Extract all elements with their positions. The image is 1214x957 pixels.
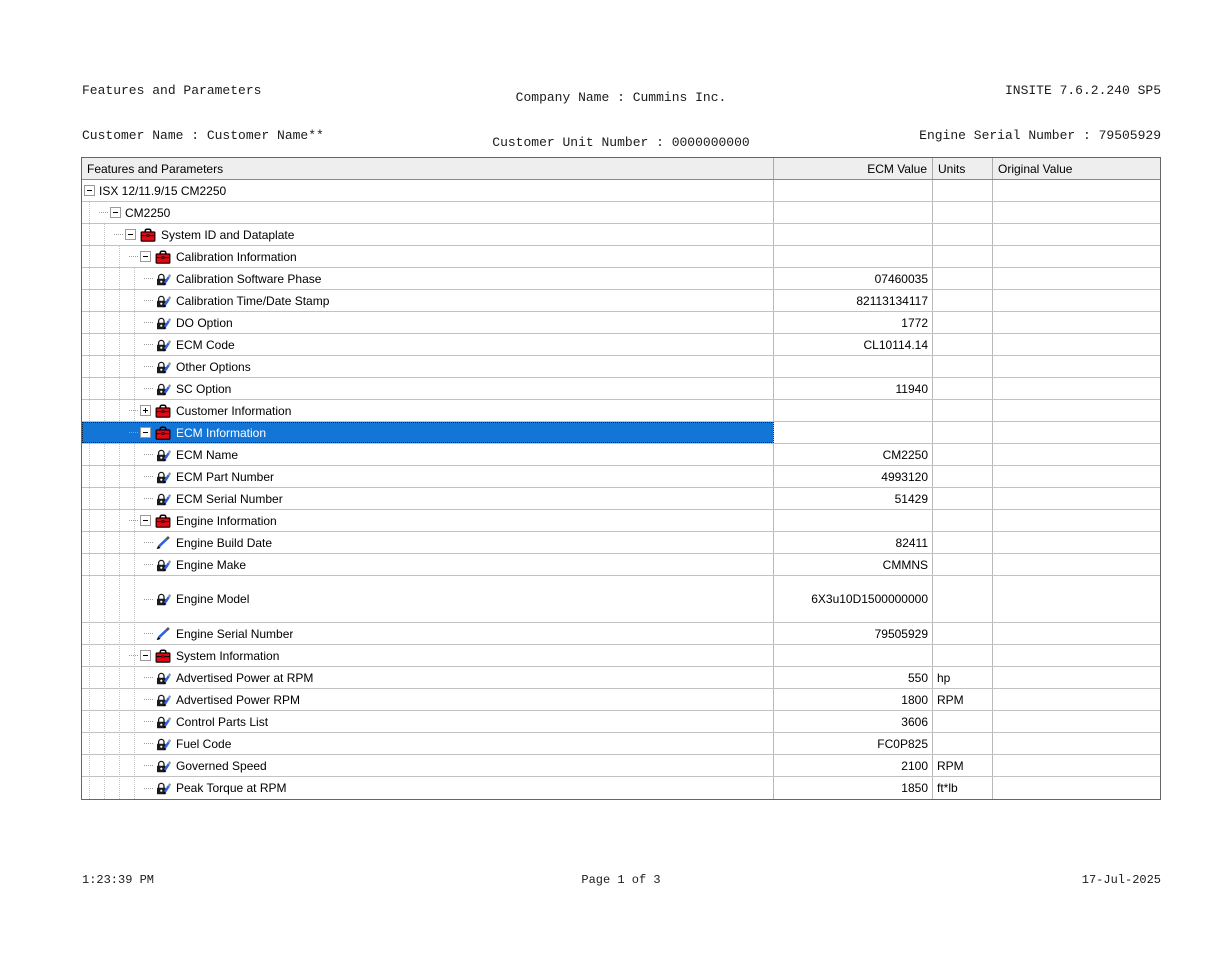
tree-connector-line — [129, 256, 138, 257]
insite-version-line: INSITE 7.6.2.240 SP5 — [1004, 83, 1161, 99]
units-cell: hp — [933, 667, 993, 688]
tree-cell[interactable] — [82, 711, 774, 732]
original-value-cell — [993, 444, 1160, 465]
pencil-icon — [155, 536, 171, 550]
param-label: Peak Torque at RPM — [176, 781, 287, 795]
tree-indent — [82, 564, 144, 565]
collapse-expander-icon[interactable] — [125, 229, 136, 240]
tree-connector-line — [144, 454, 153, 455]
tree-cell[interactable] — [82, 689, 774, 710]
toolbox-icon — [155, 250, 171, 264]
engine-serial-number-line: Engine Serial Number : 79505929 — [919, 127, 1161, 143]
units-cell — [933, 733, 993, 754]
original-value-cell — [993, 532, 1160, 553]
original-value-cell — [993, 334, 1160, 355]
tree-indent — [82, 278, 144, 279]
tree-group-row[interactable] — [82, 422, 1160, 444]
units-cell — [933, 444, 993, 465]
collapse-expander-icon[interactable] — [140, 650, 151, 661]
lock-pencil-icon — [155, 294, 171, 308]
tree-cell[interactable] — [82, 224, 774, 245]
lock-pencil-icon — [155, 781, 171, 795]
tree-cell[interactable] — [82, 532, 774, 553]
units-cell — [933, 623, 993, 644]
ecm-value-cell: 11940 — [774, 378, 933, 399]
tree-indent — [82, 388, 144, 389]
tree-indent — [82, 542, 144, 543]
tree-cell[interactable] — [82, 202, 774, 223]
ecm-value-cell — [774, 246, 933, 267]
tree-connector-line — [144, 721, 153, 722]
tree-connector-line — [129, 520, 138, 521]
original-value-cell — [993, 422, 1160, 443]
ecm-value-cell: 82113134117 — [774, 290, 933, 311]
original-value-cell — [993, 202, 1160, 223]
customer-unit-number-line: Customer Unit Number : 0000000000 — [492, 134, 750, 150]
original-value-cell — [993, 268, 1160, 289]
param-label: System ID and Dataplate — [161, 227, 295, 242]
original-value-cell — [993, 576, 1160, 622]
units-cell — [933, 711, 993, 732]
lock-pencil-icon — [155, 382, 171, 396]
ecm-value-cell — [774, 400, 933, 421]
tree-cell[interactable] — [82, 733, 774, 754]
tree-row[interactable] — [82, 312, 1160, 334]
tree-indent — [82, 743, 144, 744]
ecm-value-cell — [774, 202, 933, 223]
original-value-cell — [993, 510, 1160, 531]
original-value-cell — [993, 312, 1160, 333]
param-label: ECM Part Number — [176, 469, 275, 484]
tree-row[interactable] — [82, 667, 1160, 689]
print-time: 1:23:39 PM — [82, 873, 155, 887]
ecm-value-cell — [774, 356, 933, 377]
tree-connector-line — [144, 476, 153, 477]
units-cell — [933, 532, 993, 553]
tree-cell[interactable] — [82, 356, 774, 377]
tree-connector-line — [144, 633, 153, 634]
param-label: Calibration Information — [176, 249, 297, 264]
original-value-cell — [993, 224, 1160, 245]
original-value-cell — [993, 466, 1160, 487]
collapse-expander-icon[interactable] — [140, 515, 151, 526]
tree-row[interactable] — [82, 733, 1160, 755]
tree-group-row[interactable] — [82, 510, 1160, 532]
tree-row[interactable] — [82, 378, 1160, 400]
original-value-cell — [993, 689, 1160, 710]
tree-indent — [82, 300, 144, 301]
units-cell — [933, 378, 993, 399]
tree-cell[interactable] — [82, 444, 774, 465]
tree-indent — [82, 677, 144, 678]
tree-group-row[interactable] — [82, 202, 1160, 224]
tree-cell[interactable] — [82, 554, 774, 575]
column-header-units[interactable]: Units — [933, 158, 993, 179]
tree-connector-line — [144, 542, 153, 543]
ecm-value-cell: 07460035 — [774, 268, 933, 289]
tree-indent — [82, 322, 144, 323]
tree-connector-line — [129, 410, 138, 411]
original-value-cell — [993, 180, 1160, 201]
tree-row[interactable] — [82, 268, 1160, 290]
tree-indent — [82, 765, 144, 766]
units-cell — [933, 554, 993, 575]
tree-group-row[interactable] — [82, 246, 1160, 268]
lock-pencil-icon — [155, 592, 171, 606]
param-label: Engine Serial Number — [176, 626, 294, 641]
tree-cell[interactable] — [82, 290, 774, 311]
original-value-cell — [993, 488, 1160, 509]
tree-indent — [82, 410, 129, 411]
toolbox-icon — [140, 228, 156, 242]
tree-connector-line — [144, 699, 153, 700]
lock-pencil-icon — [155, 693, 171, 707]
ecm-value-cell: 82411 — [774, 532, 933, 553]
units-cell: ft*lb — [933, 777, 993, 799]
original-value-cell — [993, 400, 1160, 421]
tree-group-row[interactable] — [82, 645, 1160, 667]
lock-pencil-icon — [155, 759, 171, 773]
ecm-value-cell: 4993120 — [774, 466, 933, 487]
tree-cell[interactable] — [82, 576, 774, 622]
units-cell — [933, 290, 993, 311]
tree-cell[interactable] — [82, 466, 774, 487]
features-parameters-table — [81, 157, 1161, 800]
tree-indent — [82, 432, 129, 433]
ecm-value-cell — [774, 422, 933, 443]
ecm-value-cell: FC0P825 — [774, 733, 933, 754]
table-body — [82, 180, 1160, 799]
tree-cell[interactable] — [82, 667, 774, 688]
lock-pencil-icon — [155, 558, 171, 572]
units-cell — [933, 180, 993, 201]
collapse-expander-icon[interactable] — [140, 251, 151, 262]
tree-cell[interactable] — [82, 777, 774, 799]
ecm-value-cell — [774, 510, 933, 531]
tree-row[interactable] — [82, 777, 1160, 799]
units-cell — [933, 202, 993, 223]
tree-group-row[interactable] — [82, 400, 1160, 422]
lock-pencil-icon — [155, 338, 171, 352]
tree-indent — [82, 256, 129, 257]
tree-row[interactable] — [82, 711, 1160, 733]
lock-pencil-icon — [155, 360, 171, 374]
units-cell — [933, 334, 993, 355]
tree-row[interactable] — [82, 623, 1160, 645]
param-label: Other Options — [176, 359, 251, 374]
original-value-cell — [993, 378, 1160, 399]
units-cell — [933, 645, 993, 666]
original-value-cell — [993, 667, 1160, 688]
tree-connector-line — [144, 788, 153, 789]
original-value-cell — [993, 733, 1160, 754]
tree-connector-line — [144, 366, 153, 367]
tree-row[interactable] — [82, 466, 1160, 488]
tree-indent — [82, 599, 144, 600]
lock-pencil-icon — [155, 470, 171, 484]
units-cell — [933, 400, 993, 421]
lock-pencil-icon — [155, 448, 171, 462]
toolbox-icon — [155, 649, 171, 663]
param-label: ECM Code — [176, 337, 235, 352]
units-cell — [933, 576, 993, 622]
param-label: Engine Model — [176, 592, 250, 606]
units-cell — [933, 466, 993, 487]
ecm-value-cell — [774, 645, 933, 666]
param-label: Fuel Code — [176, 736, 232, 751]
tree-cell[interactable] — [82, 488, 774, 509]
tree-cell[interactable] — [82, 246, 774, 267]
tree-indent — [82, 520, 129, 521]
lock-pencil-icon — [155, 316, 171, 330]
tree-cell[interactable] — [82, 334, 774, 355]
tree-group-row[interactable] — [82, 180, 1160, 202]
tree-indent — [82, 721, 144, 722]
param-label: Advertised Power RPM — [176, 692, 301, 707]
original-value-cell — [993, 246, 1160, 267]
param-label: Calibration Time/Date Stamp — [176, 293, 330, 308]
ecm-value-cell: 2100 — [774, 755, 933, 776]
param-label: System Information — [176, 648, 280, 663]
collapse-expander-icon[interactable] — [84, 185, 95, 196]
units-cell — [933, 422, 993, 443]
tree-connector-line — [114, 234, 123, 235]
lock-pencil-icon — [155, 272, 171, 286]
original-value-cell — [993, 290, 1160, 311]
units-cell — [933, 246, 993, 267]
ecm-value-cell: 1800 — [774, 689, 933, 710]
ecm-value-cell: CM2250 — [774, 444, 933, 465]
units-cell — [933, 510, 993, 531]
tree-connector-line — [144, 498, 153, 499]
ecm-value-cell: 550 — [774, 667, 933, 688]
param-label: ECM Information — [176, 425, 267, 440]
tree-row[interactable] — [82, 290, 1160, 312]
lock-pencil-icon — [155, 671, 171, 685]
tree-cell[interactable] — [82, 400, 774, 421]
ecm-value-cell — [774, 180, 933, 201]
tree-row[interactable] — [82, 554, 1160, 576]
tree-indent — [82, 234, 114, 235]
column-header-original-value[interactable]: Original Value — [998, 161, 1073, 176]
collapse-expander-icon[interactable] — [110, 207, 121, 218]
param-label: SC Option — [176, 381, 232, 396]
param-label: Calibration Software Phase — [176, 271, 322, 286]
tree-connector-line — [129, 655, 138, 656]
pencil-icon — [155, 627, 171, 641]
units-cell — [933, 312, 993, 333]
tree-connector-line — [144, 388, 153, 389]
lock-pencil-icon — [155, 492, 171, 506]
tree-cell[interactable] — [82, 645, 774, 666]
param-label: Engine Make — [176, 557, 247, 572]
param-label: Advertised Power at RPM — [176, 670, 314, 685]
ecm-value-cell: CL10114.14 — [774, 334, 933, 355]
tree-row[interactable] — [82, 755, 1160, 777]
param-label: ECM Name — [176, 447, 239, 462]
tree-cell[interactable] — [82, 422, 774, 443]
original-value-cell — [993, 645, 1160, 666]
page-number: Page 1 of 3 — [581, 873, 661, 887]
original-value-cell — [993, 554, 1160, 575]
tree-cell[interactable] — [82, 623, 774, 644]
tree-indent — [82, 366, 144, 367]
units-cell — [933, 268, 993, 289]
units-cell: RPM — [933, 755, 993, 776]
param-label: CM2250 — [125, 205, 171, 220]
tree-row[interactable] — [82, 532, 1160, 554]
tree-connector-line — [144, 599, 153, 600]
ecm-value-cell: 79505929 — [774, 623, 933, 644]
collapse-expander-icon[interactable] — [140, 427, 151, 438]
param-label: Engine Information — [176, 513, 277, 528]
tree-connector-line — [144, 765, 153, 766]
original-value-cell — [993, 623, 1160, 644]
tree-row[interactable] — [82, 689, 1160, 711]
toolbox-icon — [155, 514, 171, 528]
tree-group-row[interactable] — [82, 224, 1160, 246]
tree-connector-line — [144, 564, 153, 565]
units-cell — [933, 356, 993, 377]
tree-row[interactable] — [82, 334, 1160, 356]
tree-connector-line — [144, 300, 153, 301]
original-value-cell — [993, 755, 1160, 776]
tree-row[interactable] — [82, 356, 1160, 378]
ecm-value-cell: 3606 — [774, 711, 933, 732]
ecm-value-cell: 1850 — [774, 777, 933, 799]
param-label: Governed Speed — [176, 758, 267, 773]
tree-row[interactable] — [82, 488, 1160, 510]
original-value-cell — [993, 777, 1160, 799]
tree-connector-line — [144, 743, 153, 744]
tree-row[interactable] — [82, 576, 1160, 623]
tree-connector-line — [144, 278, 153, 279]
param-label: Customer Information — [176, 403, 292, 418]
report-header — [81, 55, 1161, 150]
tree-indent — [82, 344, 144, 345]
toolbox-icon — [155, 404, 171, 418]
tree-indent — [82, 498, 144, 499]
print-date: 17-Jul-2025 — [1081, 873, 1161, 887]
table-header-row — [82, 158, 1160, 180]
tree-cell[interactable] — [82, 510, 774, 531]
original-value-cell — [993, 356, 1160, 377]
units-cell — [933, 488, 993, 509]
tree-indent — [82, 476, 144, 477]
ecm-value-cell: 51429 — [774, 488, 933, 509]
original-value-cell — [993, 711, 1160, 732]
ecm-value-cell: CMMNS — [774, 554, 933, 575]
ecm-value-cell: 1772 — [774, 312, 933, 333]
tree-cell[interactable] — [82, 312, 774, 333]
units-cell — [933, 224, 993, 245]
tree-cell[interactable] — [82, 268, 774, 289]
param-label: Engine Build Date — [176, 535, 273, 550]
tree-connector-line — [144, 677, 153, 678]
tree-connector-line — [144, 322, 153, 323]
tree-indent — [82, 699, 144, 700]
tree-indent — [82, 212, 99, 213]
ecm-value-cell — [774, 224, 933, 245]
tree-connector-line — [99, 212, 108, 213]
lock-pencil-icon — [155, 715, 171, 729]
param-label: ECM Serial Number — [176, 491, 283, 506]
tree-connector-line — [129, 432, 138, 433]
report-title: Features and Parameters — [82, 83, 262, 99]
lock-pencil-icon — [155, 737, 171, 751]
tree-cell[interactable] — [82, 180, 774, 201]
param-label: DO Option — [176, 315, 233, 330]
ecm-value-cell: 6X3u10D1500000000 — [774, 576, 933, 622]
column-header-features-and-parameters[interactable]: Features and Parameters — [82, 158, 774, 179]
tree-cell[interactable] — [82, 755, 774, 776]
expand-expander-icon[interactable] — [140, 405, 151, 416]
param-label: Control Parts List — [176, 714, 269, 729]
customer-name-line: Customer Name : Customer Name** — [82, 127, 324, 143]
param-label: ISX 12/11.9/15 CM2250 — [99, 183, 227, 198]
company-name-line: Company Name : Cummins Inc. — [515, 90, 727, 106]
tree-cell[interactable] — [82, 378, 774, 399]
column-header-ecm-value[interactable]: ECM Value — [774, 158, 933, 179]
report-footer — [81, 873, 1161, 932]
units-cell: RPM — [933, 689, 993, 710]
toolbox-icon — [155, 426, 171, 440]
tree-connector-line — [144, 344, 153, 345]
tree-indent — [82, 633, 144, 634]
tree-indent — [82, 454, 144, 455]
tree-indent — [82, 655, 129, 656]
tree-row[interactable] — [82, 444, 1160, 466]
tree-indent — [82, 788, 144, 789]
